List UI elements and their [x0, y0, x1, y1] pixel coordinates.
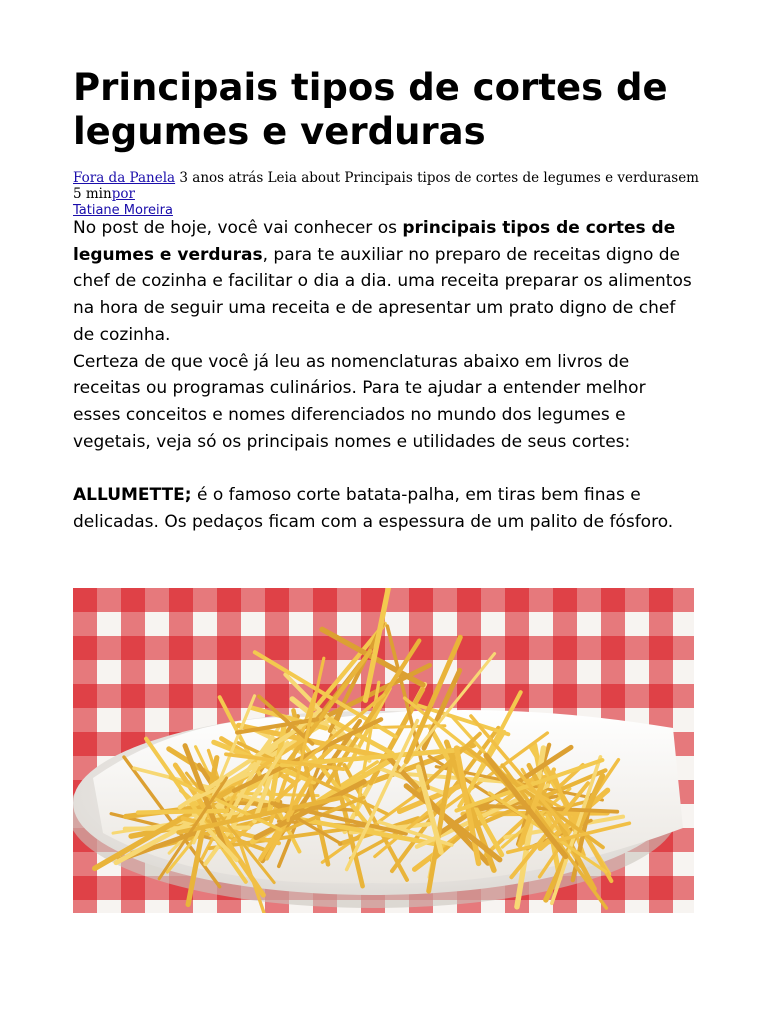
- intro-rest: , para te auxiliar no preparo de receitas digno de chef de cozinha e facilitar o dia a dia. uma receita preparar os alimentos na hora de seguir uma receita e de apresentar um prato digno de chef de cozinha.: [73, 244, 692, 345]
- time-ago: 3 anos atrás: [179, 170, 264, 186]
- intro-bold: principais tipos de cortes de legumes e verduras: [73, 218, 676, 265]
- intro-lead: No post de hoje, você vai conhecer os: [73, 218, 403, 238]
- allumette-photo: [73, 588, 694, 913]
- intro-paragraph: [73, 215, 698, 349]
- reading-teaser: Leia about Principais tipos de cortes de legumes e verdurasem 5 min: [73, 170, 699, 202]
- allumette-description: é o famoso corte batata-palha, em tiras bem finas e delicadas. Os pedaços ficam com a espessura de um palito de fósforo.: [73, 485, 674, 532]
- source-link[interactable]: Fora da Panela: [73, 170, 176, 186]
- article-meta: [73, 170, 703, 219]
- article-title: Principais tipos de cortes de legumes e verduras: [73, 66, 668, 153]
- paragraph-nomenclatures: Certeza de que você já leu as nomenclaturas abaixo em livros de receitas ou programas culinários. Para te ajudar a entender melhor esses conceitos e nomes diferenciados no mundo dos legumes e vegetais, veja só os principais nomes e utilidades de seus cortes:: [73, 351, 646, 452]
- by-link[interactable]: por: [111, 186, 135, 202]
- batata-palha-image: [73, 588, 694, 913]
- allumette-paragraph: [73, 482, 698, 535]
- article-body: [73, 215, 698, 535]
- allumette-term: ALLUMETTE;: [73, 485, 192, 506]
- author-link[interactable]: Tatiane Moreira: [73, 203, 173, 218]
